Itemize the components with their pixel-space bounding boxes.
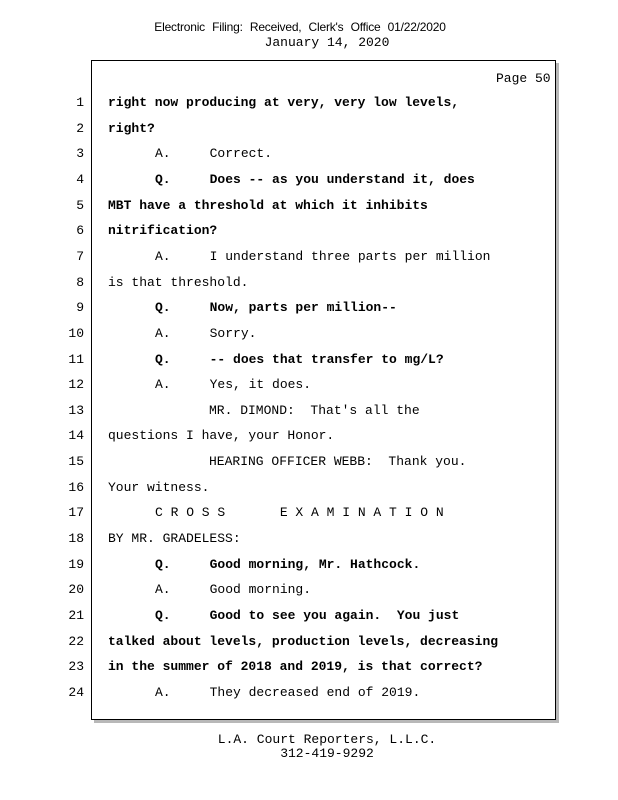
- court-reporter-phone: 312-419-9292: [280, 746, 374, 761]
- line-number: 20: [68, 582, 84, 597]
- line-number: 3: [76, 146, 84, 161]
- transcript-line: MR. DIMOND: That's all the: [209, 403, 420, 418]
- line-number: 18: [68, 531, 84, 546]
- transcript-line: A. Correct.: [155, 146, 273, 161]
- transcript-date: January 14, 2020: [264, 35, 390, 50]
- page-number: Page 50: [496, 71, 551, 86]
- transcript-line: A. I understand three parts per million: [155, 249, 491, 264]
- transcript-line: A. Good morning.: [155, 582, 312, 597]
- line-number: 12: [68, 377, 84, 392]
- transcript-line: is that threshold.: [108, 275, 249, 290]
- transcript-line: A. Sorry.: [155, 326, 257, 341]
- transcript-line: Q. Good to see you again. You just: [155, 608, 460, 623]
- court-reporter-name: L.A. Court Reporters, L.L.C.: [217, 732, 437, 747]
- transcript-line: Your witness.: [108, 480, 210, 495]
- transcript-line: Q. Now, parts per million--: [155, 300, 397, 315]
- line-number: 11: [68, 352, 84, 367]
- line-number: 6: [76, 223, 84, 238]
- transcript-line: A. Yes, it does.: [155, 377, 312, 392]
- transcript-line: C R O S S E X A M I N A T I O N: [155, 505, 444, 520]
- transcript-line: right?: [108, 121, 155, 136]
- line-number: 5: [76, 198, 84, 213]
- transcript-line: Q. Good morning, Mr. Hathcock.: [155, 557, 421, 572]
- line-number: 10: [68, 326, 84, 341]
- transcript-line: in the summer of 2018 and 2019, is that correct?: [108, 659, 483, 674]
- transcript-line: questions I have, your Honor.: [108, 428, 335, 443]
- transcript-line: Q. Does -- as you understand it, does: [155, 172, 475, 187]
- transcript-line: talked about levels, production levels, decreasing: [108, 634, 499, 649]
- line-number: 14: [68, 428, 84, 443]
- transcript-line: A. They decreased end of 2019.: [155, 685, 421, 700]
- line-number: 7: [76, 249, 84, 264]
- line-number: 24: [68, 685, 84, 700]
- transcript-line: BY MR. GRADELESS:: [108, 531, 241, 546]
- line-number: 16: [68, 480, 84, 495]
- line-number: 17: [68, 505, 84, 520]
- line-number: 22: [68, 634, 84, 649]
- transcript-line: right now producing at very, very low levels,: [108, 95, 460, 110]
- line-number: 19: [68, 557, 84, 572]
- line-number: 9: [76, 300, 84, 315]
- transcript-line: HEARING OFFICER WEBB: Thank you.: [209, 454, 467, 469]
- transcript-line: nitrification?: [108, 223, 218, 238]
- line-number: 23: [68, 659, 84, 674]
- transcript-line: MBT have a threshold at which it inhibits: [108, 198, 428, 213]
- line-number: 13: [68, 403, 84, 418]
- line-number: 21: [68, 608, 84, 623]
- line-number: 8: [76, 275, 84, 290]
- line-number: 2: [76, 121, 84, 136]
- line-number: 15: [68, 454, 84, 469]
- line-number: 4: [76, 172, 84, 187]
- line-number: 1: [76, 95, 84, 110]
- transcript-line: Q. -- does that transfer to mg/L?: [155, 352, 444, 367]
- filing-stamp: Electronic Filing: Received, Clerk's Office 01/22/2020: [154, 20, 446, 34]
